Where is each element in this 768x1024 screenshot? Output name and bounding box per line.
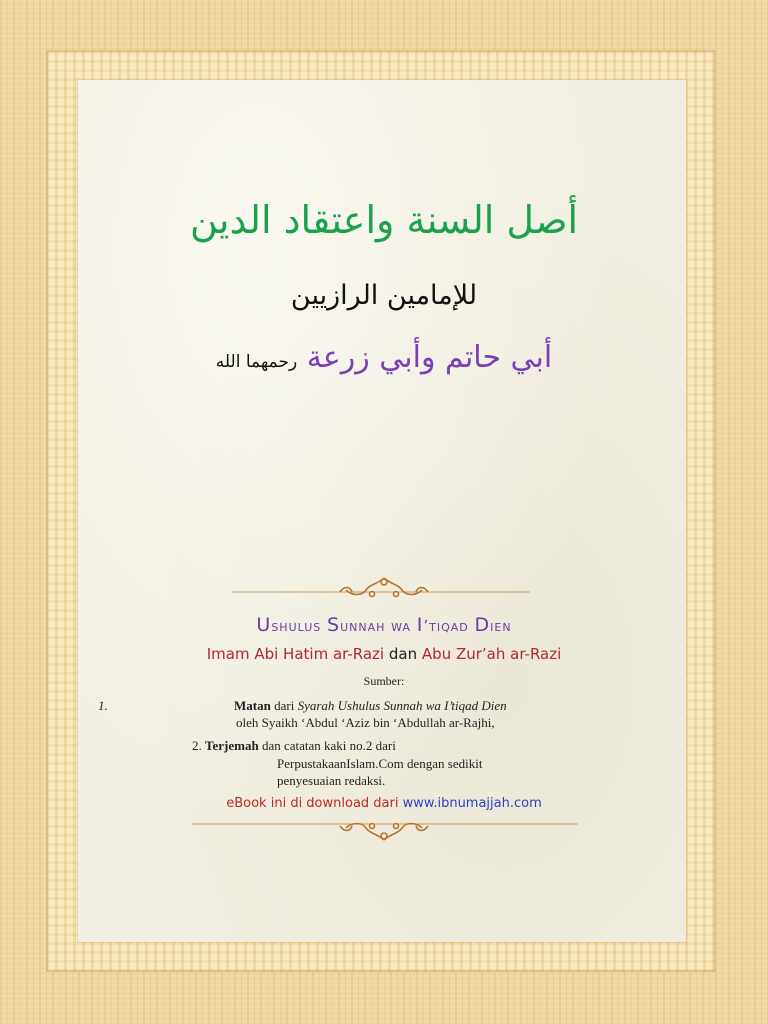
- arabic-authors-line: [0, 340, 768, 375]
- ebook-credit: [0, 796, 768, 811]
- authors-line: [0, 645, 768, 663]
- source-2-line-1: 2. Terjemah dan catatan kaki no.2 dari: [192, 738, 396, 753]
- arabic-title: أصل السنة واعتقاد الدين: [189, 198, 579, 242]
- latin-title: Ushulus Sunnah wa I’tiqad Dien: [256, 614, 512, 636]
- sources-heading: Sumber:: [363, 674, 405, 688]
- source-1-number: 1.: [98, 698, 108, 713]
- ebook-website-link[interactable]: www.ibnumajjah.com: [402, 796, 542, 811]
- author-conjunction: dan: [388, 645, 418, 663]
- source-1-line-1: Matan dari Syarah Ushulus Sunnah wa I’tiqad Dien: [234, 698, 507, 713]
- arabic-author-names: أبي حاتم وأبي زرعة: [306, 340, 553, 375]
- arabic-imam-line: للإمامين الرازيين: [290, 280, 478, 311]
- bottom-ornament-divider: [0, 814, 768, 848]
- ebook-credit-text: eBook ini di download dari: [226, 796, 399, 811]
- author-1: Imam Abi Hatim ar-Razi: [206, 645, 385, 663]
- source-2-line-2: PerpustakaanIslam.Com dengan sedikit: [277, 756, 483, 771]
- arabic-blessing: رحمهما الله: [215, 352, 298, 372]
- source-1-line-2: oleh Syaikh ‘Abdul ‘Aziz bin ‘Abdullah ar-Rajhi,: [236, 715, 495, 730]
- top-ornament-divider: [0, 570, 768, 604]
- source-2-line-3: penyesuaian redaksi.: [277, 773, 386, 788]
- author-2: Abu Zur’ah ar-Razi: [421, 645, 562, 663]
